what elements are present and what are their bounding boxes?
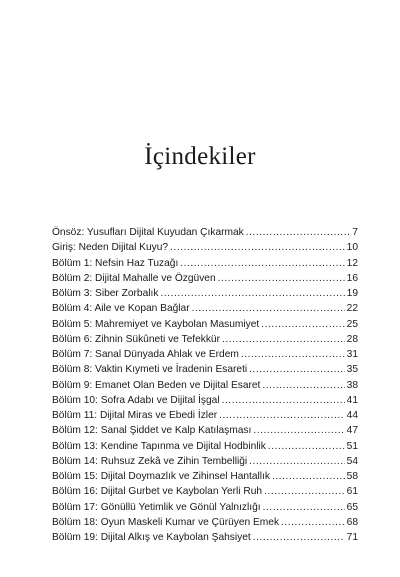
toc-entry[interactable] xyxy=(52,393,358,408)
toc-entry[interactable] xyxy=(52,423,358,438)
toc-entry-label: Bölüm 8: Vaktin Kıymeti ve İradenin Esareti xyxy=(52,364,248,376)
toc-entry-label: Bölüm 5: Mahremiyet ve Kaybolan Masumiyet xyxy=(52,318,260,330)
toc-leader-dots xyxy=(272,469,345,484)
toc-entry-page-number: 47 xyxy=(346,425,358,437)
toc-entry[interactable] xyxy=(52,408,358,423)
toc-leader-dots xyxy=(241,347,345,362)
toc-leader-dots xyxy=(249,362,344,377)
toc-leader-dots xyxy=(160,286,344,301)
toc-leader-dots xyxy=(218,271,345,286)
toc-entry-label: Bölüm 4: Aile ve Kopan Bağlar xyxy=(52,303,190,315)
toc-entry[interactable] xyxy=(52,515,358,530)
toc-entry[interactable] xyxy=(52,469,358,484)
toc-entry-page-number: 28 xyxy=(346,333,358,345)
toc-entry-label: Bölüm 19: Dijital Alkış ve Kaybolan Şahsiyet xyxy=(52,532,251,543)
toc-list xyxy=(52,225,358,545)
toc-leader-dots xyxy=(253,423,344,438)
toc-entry-label: Bölüm 16: Dijital Gurbet ve Kaybolan Yerli Ruh xyxy=(52,486,263,498)
toc-entry-label: Bölüm 18: Oyun Maskeli Kumar ve Çürüyen Emek xyxy=(52,516,280,528)
toc-entry-label: Bölüm 17: Gönüllü Yetimlik ve Gönül Yalnızlığı xyxy=(52,501,261,513)
toc-entry-label: Giriş: Neden Dijital Kuyu? xyxy=(52,242,169,254)
toc-entry-page-number: 51 xyxy=(346,440,358,452)
toc-entry[interactable] xyxy=(52,439,358,454)
toc-leader-dots xyxy=(261,317,344,332)
toc-entry[interactable] xyxy=(52,256,358,271)
toc-entry-page-number: 12 xyxy=(346,257,358,269)
toc-leader-dots xyxy=(268,439,345,454)
toc-entry-page-number: 19 xyxy=(346,288,358,299)
toc-entry-label: Bölüm 10: Sofra Adabı ve Dijital İşgal xyxy=(52,394,220,406)
toc-leader-dots xyxy=(264,484,345,499)
toc-entry[interactable] xyxy=(52,530,358,545)
toc-entry-page-number: 54 xyxy=(346,455,358,467)
toc-entry-page-number: 35 xyxy=(346,364,358,376)
toc-entry[interactable] xyxy=(52,500,358,515)
toc-entry-label: Bölüm 14: Ruhsuz Zekâ ve Zihin Tembelliği xyxy=(52,455,248,467)
toc-entry-page-number: 10 xyxy=(346,242,358,254)
toc-entry-label: Bölüm 1: Nefsin Haz Tuzağı xyxy=(52,257,179,269)
toc-entry-page-number: 25 xyxy=(346,318,358,330)
toc-entry[interactable] xyxy=(52,347,358,362)
toc-leader-dots xyxy=(222,393,345,408)
toc-leader-dots xyxy=(246,225,351,240)
toc-leader-dots xyxy=(170,240,345,255)
toc-leader-dots xyxy=(263,500,345,515)
toc-leader-dots xyxy=(281,515,345,530)
toc-leader-dots xyxy=(219,408,345,423)
toc-leader-dots xyxy=(262,378,344,393)
toc-entry-label: Bölüm 7: Sanal Dünyada Ahlak ve Erdem xyxy=(52,349,239,360)
toc-entry-page-number: 38 xyxy=(346,379,358,391)
toc-leader-dots xyxy=(253,530,345,545)
toc-leader-dots xyxy=(192,301,345,316)
toc-entry-page-number: 58 xyxy=(346,471,358,482)
toc-entry[interactable] xyxy=(52,225,358,240)
toc-entry-page-number: 31 xyxy=(346,349,358,360)
toc-entry-page-number: 68 xyxy=(346,516,358,528)
toc-entry-page-number: 71 xyxy=(346,532,358,543)
toc-entry-label: Bölüm 2: Dijital Mahalle ve Özgüven xyxy=(52,272,216,284)
toc-entry[interactable] xyxy=(52,484,358,499)
toc-entry[interactable] xyxy=(52,271,358,286)
toc-entry-page-number: 61 xyxy=(346,486,358,498)
toc-entry[interactable] xyxy=(52,301,358,316)
toc-entry[interactable] xyxy=(52,362,358,377)
toc-entry-page-number: 16 xyxy=(346,272,358,284)
toc-entry-label: Önsöz: Yusufları Dijital Kuyudan Çıkarmak xyxy=(52,227,244,238)
page-title: İçindekiler xyxy=(144,143,256,170)
toc-entry[interactable] xyxy=(52,317,358,332)
toc-leader-dots xyxy=(222,332,345,347)
toc-entry[interactable] xyxy=(52,378,358,393)
toc-entry[interactable] xyxy=(52,286,358,301)
toc-entry[interactable] xyxy=(52,454,358,469)
toc-entry-label: Bölüm 3: Siber Zorbalık xyxy=(52,288,159,299)
toc-entry[interactable] xyxy=(52,240,358,255)
toc-leader-dots xyxy=(180,256,344,271)
toc-entry-label: Bölüm 12: Sanal Şiddet ve Kalp Katılaşması xyxy=(52,425,252,437)
toc-entry-label: Bölüm 11: Dijital Miras ve Ebedi İzler xyxy=(52,410,218,421)
toc-entry-page-number: 22 xyxy=(346,303,358,315)
toc-entry-page-number: 41 xyxy=(346,394,358,406)
toc-entry-label: Bölüm 6: Zihnin Sükûneti ve Tefekkür xyxy=(52,333,220,345)
toc-entry-label: Bölüm 9: Emanet Olan Beden ve Dijital Esaret xyxy=(52,379,261,391)
toc-entry[interactable] xyxy=(52,332,358,347)
toc-entry-page-number: 7 xyxy=(352,227,358,238)
toc-entry-page-number: 44 xyxy=(346,410,358,421)
toc-leader-dots xyxy=(249,454,344,469)
toc-entry-label: Bölüm 13: Kendine Tapınma ve Dijital Hodbinlik xyxy=(52,440,266,452)
toc-entry-page-number: 65 xyxy=(346,501,358,513)
toc-entry-label: Bölüm 15: Dijital Doymazlık ve Zihinsel Hantallık xyxy=(52,471,270,482)
